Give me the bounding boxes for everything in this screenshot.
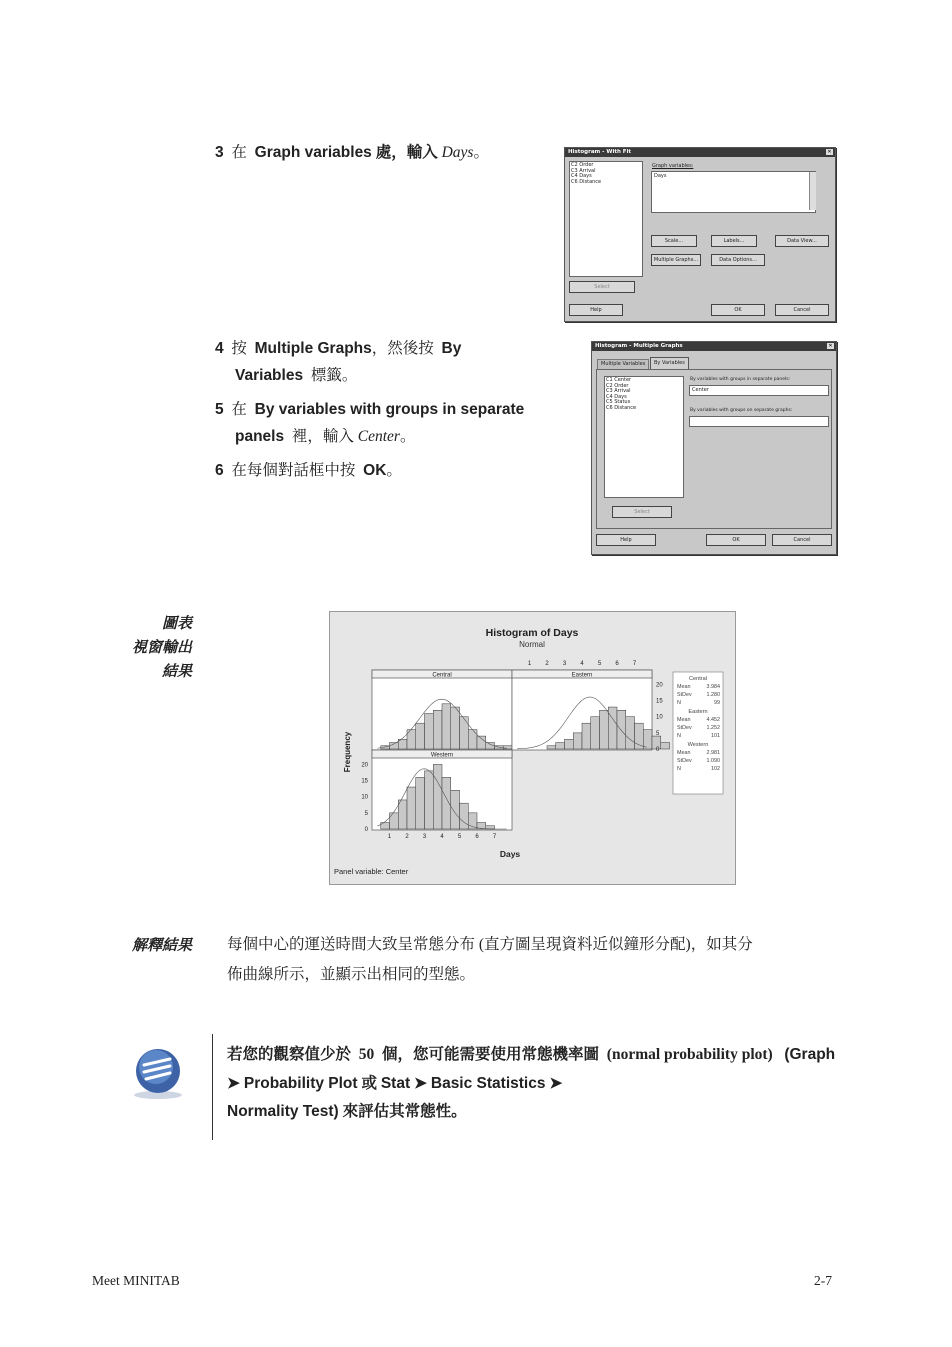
separate-graphs-input[interactable] — [689, 416, 829, 427]
dialog-title: Histogram - With Fit — [568, 149, 632, 155]
separate-panels-value: Center — [692, 387, 709, 393]
legend-stat-label: Mean — [677, 684, 691, 690]
keyword: Variables — [235, 367, 304, 384]
histogram-bar — [661, 743, 670, 749]
y-tick-label: 5 — [656, 730, 660, 737]
histogram-bar — [416, 723, 425, 749]
interpretation-text — [227, 930, 847, 990]
keyword: By variables with groups in separate — [254, 401, 525, 418]
keyword: Multiple Graphs — [254, 340, 372, 357]
chart-subtitle: Normal — [519, 640, 545, 649]
legend-stat-value: 2.981 — [706, 750, 720, 756]
arrow-icon: ➤ — [227, 1074, 240, 1092]
histogram-bar — [451, 790, 460, 829]
legend-stat-value: 3.984 — [706, 684, 720, 690]
histogram-bar — [425, 771, 434, 829]
legend-stat-label: StDev — [677, 725, 692, 731]
legend-group-name: Eastern — [688, 709, 708, 715]
histogram-bar — [600, 710, 609, 749]
step-text: ，然後按 — [371, 340, 434, 357]
help-button[interactable]: Help — [596, 534, 656, 546]
legend-stat-value: 1.090 — [706, 758, 720, 764]
x-tick-label: 3 — [562, 661, 567, 667]
column-list[interactable] — [569, 161, 643, 277]
legend-stat-label: Mean — [677, 717, 691, 723]
y-tick-label: 20 — [656, 682, 663, 689]
y-tick-label: 15 — [361, 778, 368, 785]
histogram-bar — [398, 800, 407, 829]
panel-name: Central — [432, 672, 452, 679]
legend-stat-value: 102 — [711, 766, 720, 772]
note-fragment: Probability Plot — [243, 1074, 358, 1092]
list-item[interactable]: C1 Center — [606, 377, 632, 383]
data-view-button[interactable]: Data View... — [775, 235, 829, 247]
footer-title: Meet MINITAB — [92, 1273, 180, 1288]
step-text: 在 — [231, 144, 247, 161]
x-tick-label: 3 — [422, 834, 427, 840]
list-item[interactable]: C2 Order — [606, 382, 629, 389]
tab-by-variables[interactable]: By Variables — [650, 357, 689, 369]
dialog-titlebar — [592, 342, 836, 351]
histogram-bar — [451, 707, 460, 749]
x-tick-label: 5 — [457, 834, 462, 840]
histogram-bar — [573, 733, 582, 749]
step-number: 5 — [215, 401, 224, 418]
y-tick-label: 20 — [361, 762, 368, 769]
panel-name: Western — [430, 752, 454, 759]
note-fragment: 來評估其常態性。 — [342, 1103, 467, 1120]
legend-stat-value: 1.252 — [706, 725, 720, 731]
histogram-bar — [608, 707, 617, 749]
close-icon[interactable]: ✕ — [827, 149, 832, 155]
histogram-bar — [468, 730, 477, 749]
x-axis-label: Days — [499, 849, 521, 859]
graph-variables-label: Graph variables: — [652, 163, 694, 169]
arrow-icon: ➤ — [414, 1074, 427, 1092]
note-fragment: Basic Statistics — [430, 1074, 546, 1092]
note-fragment: (normal probability plot) — [606, 1046, 773, 1063]
caption-line: 結果 — [161, 662, 192, 680]
note-divider — [212, 1034, 213, 1140]
note-icon — [126, 1045, 188, 1101]
scale-button[interactable]: Scale... — [651, 235, 697, 247]
x-tick-label: 7 — [632, 661, 637, 667]
legend-stat-label: N — [677, 733, 681, 739]
step-text: 按 — [231, 340, 247, 357]
x-tick-label: 5 — [597, 661, 602, 667]
arrow-icon: ➤ — [549, 1074, 563, 1092]
output-caption — [96, 611, 192, 683]
separate-panels-label: By variables with groups in separate panels: — [690, 377, 791, 382]
x-tick-label: 1 — [527, 661, 532, 667]
list-item[interactable]: C4 Days — [571, 173, 592, 179]
x-tick-label: 7 — [492, 834, 497, 840]
note-text — [227, 1041, 847, 1127]
labels-button[interactable]: Labels... — [711, 235, 757, 247]
histogram-with-fit-dialog — [564, 147, 836, 322]
graph-variables-input[interactable] — [651, 171, 816, 213]
cancel-button[interactable]: Cancel — [772, 534, 832, 546]
keyword: panels — [235, 428, 285, 445]
legend-stat-value: 4.452 — [706, 717, 720, 723]
histogram-multiple-graphs-dialog — [591, 341, 837, 555]
note-fragment: Stat — [380, 1074, 411, 1092]
ok-button[interactable]: OK — [711, 304, 765, 316]
keyword: By — [441, 340, 462, 357]
x-tick-label: 2 — [405, 834, 409, 840]
histogram-bar — [407, 787, 416, 829]
list-item[interactable]: C3 Arrival — [606, 388, 631, 394]
histogram-bar — [433, 764, 442, 829]
close-icon[interactable]: ✕ — [828, 343, 833, 349]
dialog-title: Histogram - Multiple Graphs — [595, 343, 683, 349]
histogram-bar — [433, 710, 442, 749]
legend-stat-label: N — [677, 766, 681, 772]
step-text: 在每個對話框中按 — [231, 462, 356, 479]
keyword: OK — [363, 462, 387, 479]
x-tick-label: 4 — [440, 834, 444, 840]
list-item[interactable]: C5 Status — [606, 399, 631, 405]
keyword: Graph variables — [254, 144, 372, 161]
list-item[interactable]: C6 Distance — [606, 404, 637, 411]
x-tick-label: 6 — [475, 834, 479, 840]
legend-stat-label: StDev — [677, 758, 692, 764]
separate-panels-input[interactable] — [689, 385, 829, 396]
scrollbar[interactable] — [809, 172, 816, 210]
histogram-bar — [460, 803, 469, 829]
legend-stat-label: StDev — [677, 692, 692, 698]
y-tick-label: 0 — [656, 747, 660, 753]
value-text: Center — [357, 428, 400, 445]
step-3 — [215, 139, 489, 166]
histogram-chart — [330, 612, 735, 884]
help-button[interactable]: Help — [569, 304, 623, 316]
panel-central — [372, 670, 512, 750]
select-button[interactable]: Select — [612, 506, 672, 518]
step-4 — [215, 335, 575, 389]
step-text: 處，輸入 — [375, 144, 438, 161]
histogram-bar — [582, 723, 591, 749]
note-fragment: 50 — [358, 1046, 375, 1063]
list-item[interactable]: C6 Distance — [571, 178, 602, 185]
select-button[interactable]: Select — [569, 281, 635, 293]
histogram-bar — [442, 704, 451, 749]
histogram-bar — [635, 723, 644, 749]
separate-graphs-label: By variables with groups on separate graphs: — [690, 408, 793, 413]
histogram-bar — [556, 743, 565, 749]
note-fragment: 或 — [361, 1074, 377, 1092]
legend-group-name: Western — [687, 742, 709, 748]
histogram-figure — [329, 611, 736, 885]
data-options-button[interactable]: Data Options... — [711, 254, 765, 266]
caption-line: 圖表 — [161, 614, 192, 632]
y-tick-label: 10 — [361, 794, 368, 801]
page-number: 2-7 — [814, 1273, 832, 1288]
histogram-bar — [477, 736, 486, 749]
histogram-bar — [626, 717, 635, 749]
y-axis-label: Frequency — [343, 731, 352, 773]
panel-eastern — [512, 670, 670, 750]
histogram-bar — [547, 746, 556, 749]
step-text: 。 — [386, 462, 402, 479]
list-item[interactable]: C3 Arrival — [571, 167, 596, 174]
histogram-bar — [390, 743, 399, 749]
histogram-bar — [503, 746, 512, 749]
ok-button[interactable]: OK — [706, 534, 766, 546]
step-text: 。 — [399, 428, 416, 445]
y-tick-label: 0 — [364, 827, 368, 833]
x-tick-label: 2 — [545, 661, 549, 667]
legend-stat-label: N — [677, 700, 681, 706]
list-item[interactable]: C4 Days — [606, 393, 627, 400]
x-tick-label: 6 — [615, 661, 619, 667]
x-tick-label: 1 — [387, 834, 392, 840]
graph-variables-value: Days — [654, 173, 667, 179]
list-item[interactable]: C2 Order — [571, 162, 594, 168]
panel-name: Eastern — [571, 672, 593, 679]
step-text: 在 — [231, 401, 247, 418]
histogram-bar — [416, 777, 425, 829]
note-fragment: 個，您可能需要使用常態機率圖 — [382, 1046, 600, 1063]
interpretation-heading: 解釋結果 — [131, 936, 192, 954]
legend-stat-value: 99 — [714, 700, 720, 706]
histogram-bar — [390, 813, 399, 829]
step-text: 。 — [473, 144, 489, 161]
chart-title: Histogram of Days — [485, 627, 579, 639]
histogram-bar — [442, 777, 451, 829]
histogram-bar — [617, 710, 626, 749]
step-number: 3 — [215, 144, 224, 161]
step-text: 標籤。 — [310, 367, 358, 384]
note-fragment: 若您的觀察值少於 — [227, 1046, 352, 1063]
note-fragment: Normality Test) — [227, 1103, 339, 1120]
value-text: Days — [441, 144, 474, 161]
step-number: 6 — [215, 462, 224, 479]
histogram-bar — [565, 739, 574, 749]
legend-stat-label: Mean — [677, 750, 691, 756]
cancel-button[interactable]: Cancel — [775, 304, 829, 316]
paragraph-line: 佈曲線所示，並顯示出相同的型態。 — [227, 966, 476, 983]
histogram-bar — [425, 714, 434, 750]
legend-group-name: Central — [688, 676, 708, 682]
histogram-bar — [643, 730, 652, 749]
panel-variable-note: Panel variable: Center — [334, 867, 409, 876]
column-list[interactable] — [604, 376, 684, 498]
note-fragment: (Graph — [784, 1046, 836, 1063]
histogram-bar — [591, 717, 600, 749]
paragraph-line: 每個中心的運送時間大致呈常態分布 (直方圖呈現資料近似鐘形分配)，如其分 — [227, 936, 753, 953]
step-text: 裡，輸入 — [291, 428, 354, 445]
step-number: 4 — [215, 340, 224, 357]
dialog-titlebar — [565, 148, 835, 157]
y-tick-label: 5 — [364, 810, 368, 817]
step-5 — [215, 396, 585, 450]
x-tick-label: 4 — [580, 661, 584, 667]
multiple-graphs-button[interactable]: Multiple Graphs... — [651, 254, 701, 266]
tab-multiple-variables[interactable]: Multiple Variables — [597, 359, 649, 369]
caption-line: 視窗輸出 — [131, 638, 192, 656]
legend-stat-value: 101 — [711, 733, 720, 739]
panel-western — [372, 750, 512, 830]
step-6 — [215, 457, 402, 484]
histogram-bar — [460, 717, 469, 749]
legend-stat-value: 1.280 — [706, 692, 720, 698]
y-tick-label: 10 — [656, 714, 663, 721]
y-tick-label: 15 — [656, 698, 663, 705]
